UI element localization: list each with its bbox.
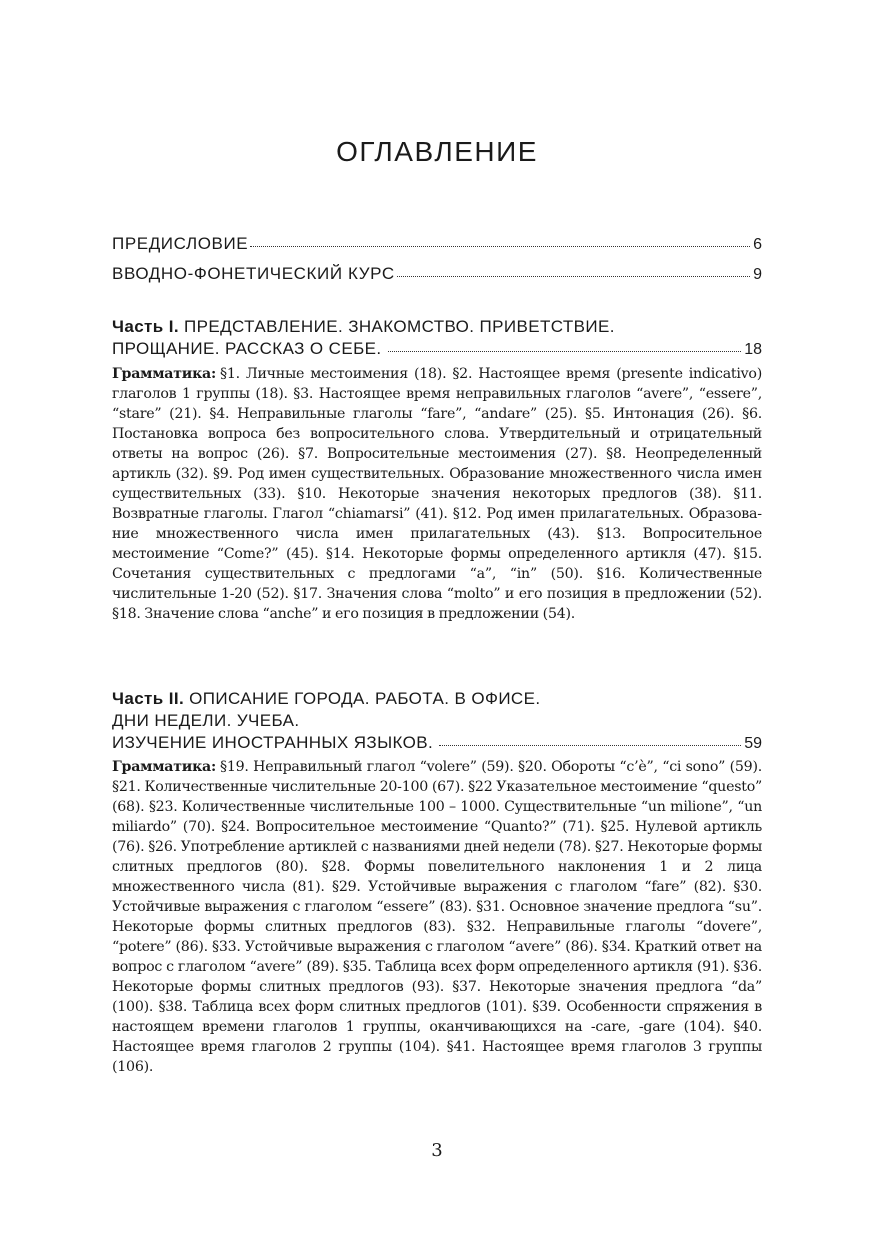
part-1-heading[interactable] [112,316,762,361]
toc-entry-preface[interactable] [112,232,762,257]
part-page: 59 [744,735,762,752]
dot-leader [250,246,750,247]
toc-entry-label: ВВОДНО-ФОНЕТИЧЕСКИЙ КУРС [112,264,395,283]
part-page: 18 [744,341,762,358]
part-2-grammar [112,757,762,1077]
part-heading-line: ИЗУЧЕНИЕ ИНОСТРАННЫХ ЯЗЫКОВ. [112,733,434,752]
grammar-text: §19. Неправильный глагол “volere” (59). §20. Обороты “c’è”, “ci sono” (59). §21. Количественные числительные 20-100 (67). §22 Указательное местоимение “questo” (68). §23. Количественные числительные 100 – 1000. Существительные “un milione”, “un miliardo” (70). §24. Вопросительное местоимение “Quanto?” (71). §25. Нулевой артикль (76). §26. Употребление артиклей с названиями дней недели (78). §27. Некоторые формы слитных предлогов (80). §28. Формы повелительного наклонения 1 и 2 лица множественного числа (81). §29. Устойчивые выражения с глаголом “fare” (82). §30. Устойчивые выражения с глаголом “essere” (83). §31. Основное значение предлога “su”. Некоторые формы слитных предлогов (83). §32. Неправильные глаголы “dovere”, “potere” (86). §33. Устойчивые выражения с глаголом “avere” (86). §34. Краткий ответ на вопрос с глаголом “avere” (89). §35. Таблица всех форм определенного артикля (91). §36. Некоторые формы слитных предлогов (93). §37. Некоторые значения предлога “da” (100). §38. Таблица всех форм слитных предлогов (101). §39. Особенности спряжения в настоящем времени глаголов 1 группы, оканчивающихся на -care, -gare (104). §40. Настоящее время глаголов 2 группы (104). §41. Настоящее время глаголов 3 группы (106). [112,759,762,1075]
part-heading-line: ДНИ НЕДЕЛИ. УЧЕБА. [112,711,300,730]
toc-entry-label: ПРЕДИСЛОВИЕ [112,234,249,253]
page-number: 3 [431,1140,443,1161]
toc-entry-page: 9 [753,266,762,283]
part-2-heading[interactable] [112,688,762,755]
dot-leader [388,351,742,352]
dot-leader [439,745,741,746]
grammar-label: Грамматика: [112,366,216,382]
part-heading-line: ПРЕДСТАВЛЕНИЕ. ЗНАКОМСТВО. ПРИВЕТСТВИЕ. [184,317,615,336]
toc-entry-intro-course[interactable] [112,262,762,287]
part-heading-line: ПРОЩАНИЕ. РАССКАЗ О СЕБЕ. [112,339,382,358]
dot-leader [397,276,750,277]
grammar-text: §1. Личные местоимения (18). §2. Настоящее время (presente indicativo) глаголов 1 группы (18). §3. Настоящее время неправильных глаголов “avere”, “essere”, “stare” (21). §4. Неправильные глаголы “fare”, “andare” (25). §5. Интонация (26). §6. Постановка вопроса без вопросительного слова. Утвердительный и отрицательный ответы на вопрос (26). §7. Вопросительные местоимения (27). §8. Неопределенный артикль (32). §9. Род имен существительных. Образование множественного числа имен существительных (33). §10. Некоторые значения некоторых предлогов (38). §11. Возвратные глаголы. Глагол “chiamarsi” (41). §12. Род имен прилагательных. Образование множественного числа имен прилагательных (43). §13. Вопросительное местоимение “Come?” (45). §14. Некоторые формы определенного артикля (47). §15. Сочетания существительных с предлогами “a”, “in” (50). §16. Количественные числительные 1-20 (52). §17. Значения слова “molto” и его позиция в предложении (52). §18. Значение слова “anche” и его позиция в предложении (54). [112,366,762,622]
part-heading-line: ОПИСАНИЕ ГОРОДА. РАБОТА. В ОФИСЕ. [189,689,541,708]
part-1-grammar [112,364,762,624]
part-label: Часть I. [112,317,179,336]
part-label: Часть II. [112,689,185,708]
page-title: ОГЛАВЛЕНИЕ [336,136,538,167]
grammar-label: Грамматика: [112,759,216,775]
toc-entry-page: 6 [753,236,762,253]
